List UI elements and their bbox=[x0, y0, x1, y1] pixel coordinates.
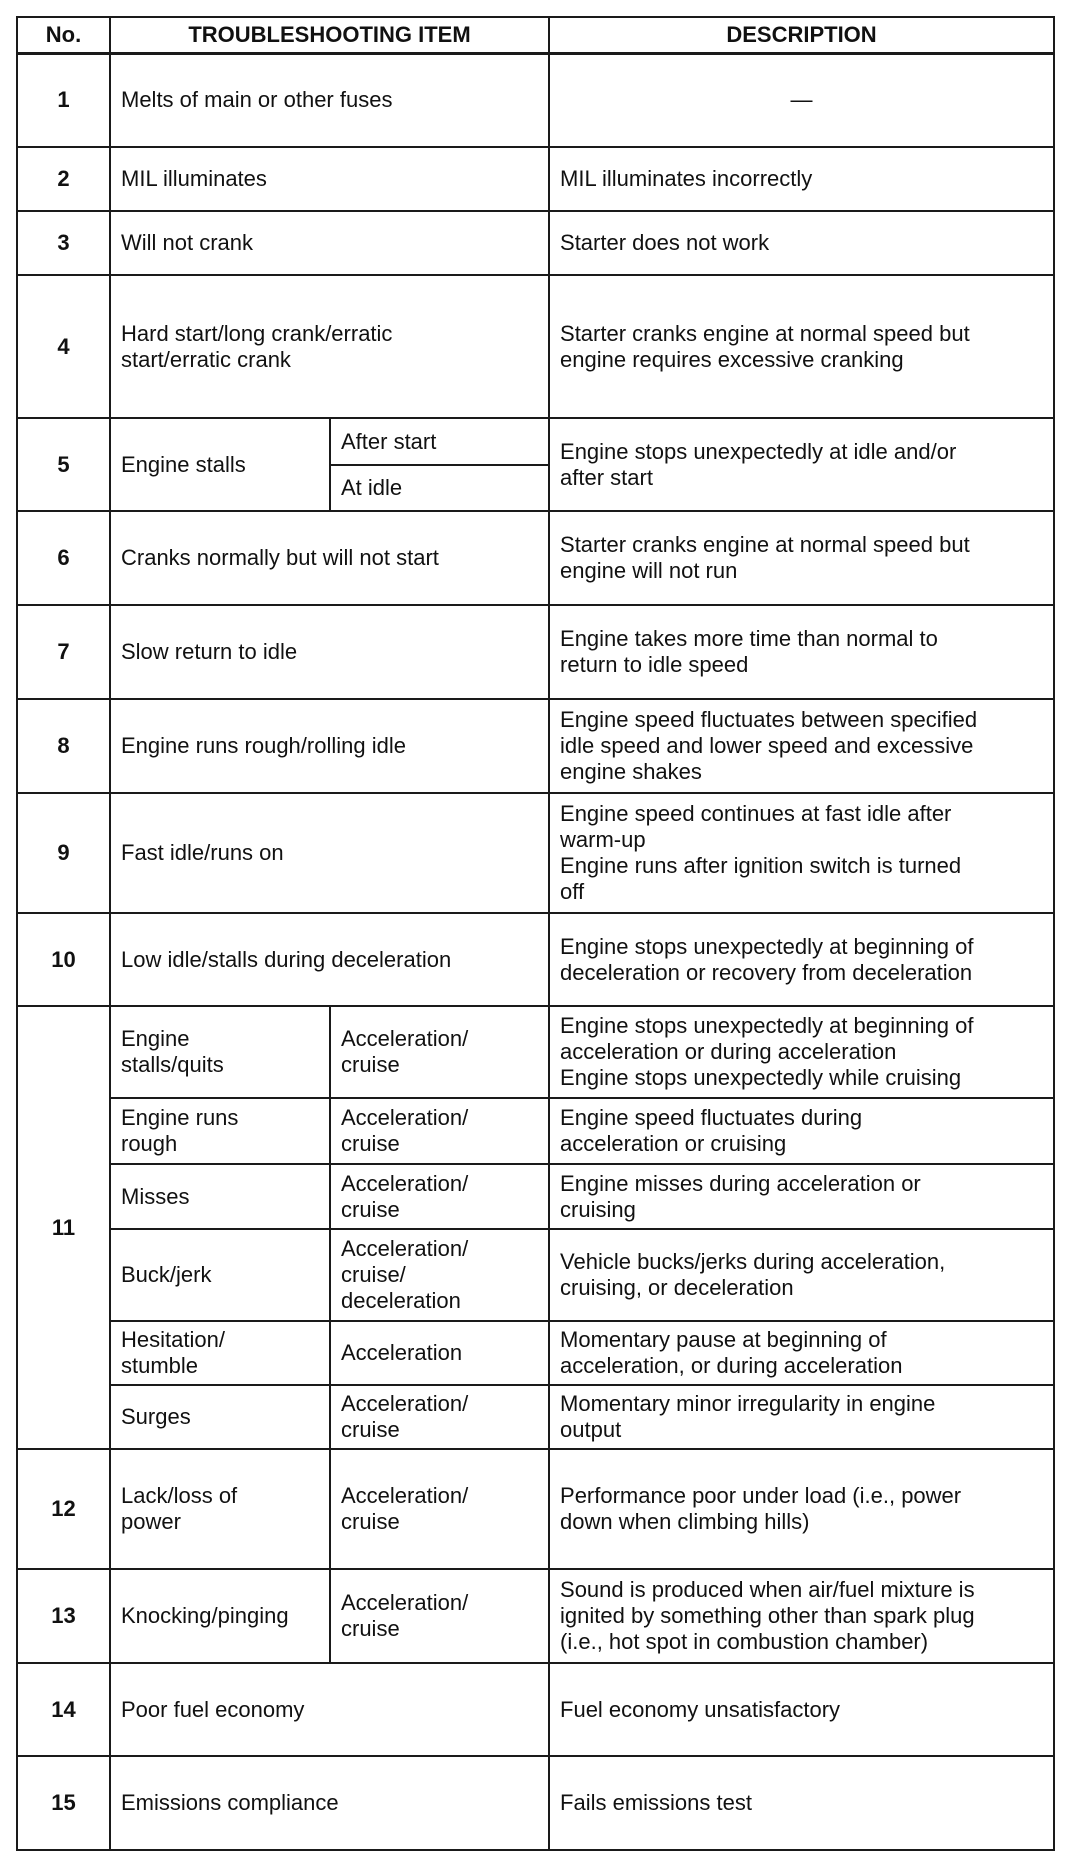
row-number: 1 bbox=[17, 53, 110, 147]
description: Fails emissions test bbox=[549, 1756, 1054, 1850]
header-description: DESCRIPTION bbox=[549, 17, 1054, 53]
troubleshooting-item: Engine runs rough bbox=[110, 1098, 330, 1164]
description: Sound is produced when air/fuel mixture is ignited by something other than spark plug (i.e., hot spot in combustion chamber) bbox=[549, 1569, 1054, 1663]
description: Momentary minor irregularity in engine output bbox=[549, 1385, 1054, 1449]
table-row bbox=[17, 1569, 1054, 1663]
table-row bbox=[17, 605, 1054, 699]
troubleshooting-item: Hesitation/ stumble bbox=[110, 1321, 330, 1385]
description: Engine stops unexpectedly at beginning of deceleration or recovery from deceleration bbox=[549, 913, 1054, 1006]
row-number: 3 bbox=[17, 211, 110, 275]
condition: Acceleration/ cruise/ deceleration bbox=[330, 1229, 549, 1321]
condition: Acceleration/ cruise bbox=[330, 1569, 549, 1663]
troubleshooting-item: Melts of main or other fuses bbox=[110, 53, 549, 147]
table-row bbox=[17, 1006, 1054, 1098]
row-number: 5 bbox=[17, 418, 110, 511]
troubleshooting-item: Misses bbox=[110, 1164, 330, 1229]
row-number: 15 bbox=[17, 1756, 110, 1850]
table-subrow bbox=[17, 1164, 1054, 1229]
condition: At idle bbox=[330, 465, 549, 511]
row-number: 4 bbox=[17, 275, 110, 418]
condition: Acceleration/ cruise bbox=[330, 1449, 549, 1569]
troubleshooting-item: MIL illuminates bbox=[110, 147, 549, 211]
row-number: 12 bbox=[17, 1449, 110, 1569]
description: Engine speed fluctuates between specified idle speed and lower speed and excessive engine shakes bbox=[549, 699, 1054, 793]
table-row bbox=[17, 211, 1054, 275]
table-row bbox=[17, 147, 1054, 211]
table-subrow bbox=[17, 1321, 1054, 1385]
description: — bbox=[549, 53, 1054, 147]
table-row bbox=[17, 275, 1054, 418]
row-number: 9 bbox=[17, 793, 110, 913]
header-row bbox=[17, 17, 1054, 53]
description: Engine misses during acceleration or cruising bbox=[549, 1164, 1054, 1229]
troubleshooting-item: Will not crank bbox=[110, 211, 549, 275]
description: Engine speed fluctuates during acceleration or cruising bbox=[549, 1098, 1054, 1164]
condition: Acceleration/ cruise bbox=[330, 1385, 549, 1449]
header-no: No. bbox=[17, 17, 110, 53]
table-row bbox=[17, 1663, 1054, 1756]
table-row bbox=[17, 1449, 1054, 1569]
table-subrow bbox=[17, 1229, 1054, 1321]
troubleshooting-item: Poor fuel economy bbox=[110, 1663, 549, 1756]
troubleshooting-item: Slow return to idle bbox=[110, 605, 549, 699]
row-number: 11 bbox=[17, 1006, 110, 1449]
troubleshooting-item: Cranks normally but will not start bbox=[110, 511, 549, 605]
troubleshooting-item: Emissions compliance bbox=[110, 1756, 549, 1850]
troubleshooting-item: Engine stalls bbox=[110, 418, 330, 511]
header-item: TROUBLESHOOTING ITEM bbox=[110, 17, 549, 53]
table-row bbox=[17, 1756, 1054, 1850]
row-number: 13 bbox=[17, 1569, 110, 1663]
description: Performance poor under load (i.e., power down when climbing hills) bbox=[549, 1449, 1054, 1569]
troubleshooting-item: Engine runs rough/rolling idle bbox=[110, 699, 549, 793]
description: Engine speed continues at fast idle after warm-up Engine runs after ignition switch is turned off bbox=[549, 793, 1054, 913]
description: Engine stops unexpectedly at idle and/or after start bbox=[549, 418, 1054, 511]
troubleshooting-item: Hard start/long crank/erratic start/erratic crank bbox=[110, 275, 549, 418]
description: Starter does not work bbox=[549, 211, 1054, 275]
row-number: 2 bbox=[17, 147, 110, 211]
troubleshooting-item: Knocking/pinging bbox=[110, 1569, 330, 1663]
description: Momentary pause at beginning of acceleration, or during acceleration bbox=[549, 1321, 1054, 1385]
row-number: 7 bbox=[17, 605, 110, 699]
table-subrow bbox=[17, 1385, 1054, 1449]
troubleshooting-item: Engine stalls/quits bbox=[110, 1006, 330, 1098]
table-row bbox=[17, 53, 1054, 147]
row-number: 8 bbox=[17, 699, 110, 793]
table-row bbox=[17, 511, 1054, 605]
troubleshooting-item: Buck/jerk bbox=[110, 1229, 330, 1321]
description: Engine stops unexpectedly at beginning of acceleration or during acceleration Engine stops unexpectedly while cruising bbox=[549, 1006, 1054, 1098]
description: Fuel economy unsatisfactory bbox=[549, 1663, 1054, 1756]
table-row bbox=[17, 793, 1054, 913]
description: Starter cranks engine at normal speed but engine requires excessive cranking bbox=[549, 275, 1054, 418]
troubleshooting-item: Low idle/stalls during deceleration bbox=[110, 913, 549, 1006]
condition: Acceleration/ cruise bbox=[330, 1098, 549, 1164]
row-number: 6 bbox=[17, 511, 110, 605]
troubleshooting-item: Lack/loss of power bbox=[110, 1449, 330, 1569]
table-row bbox=[17, 699, 1054, 793]
description: Vehicle bucks/jerks during acceleration, cruising, or deceleration bbox=[549, 1229, 1054, 1321]
table-row bbox=[17, 913, 1054, 1006]
description: Starter cranks engine at normal speed but engine will not run bbox=[549, 511, 1054, 605]
troubleshooting-table bbox=[16, 16, 1055, 1851]
description: Engine takes more time than normal to return to idle speed bbox=[549, 605, 1054, 699]
table-subrow bbox=[17, 1098, 1054, 1164]
table-row bbox=[17, 418, 1054, 465]
condition: Acceleration/ cruise bbox=[330, 1006, 549, 1098]
row-number: 10 bbox=[17, 913, 110, 1006]
condition: Acceleration bbox=[330, 1321, 549, 1385]
row-number: 14 bbox=[17, 1663, 110, 1756]
troubleshooting-item: Fast idle/runs on bbox=[110, 793, 549, 913]
troubleshooting-item: Surges bbox=[110, 1385, 330, 1449]
condition: After start bbox=[330, 418, 549, 465]
description: MIL illuminates incorrectly bbox=[549, 147, 1054, 211]
condition: Acceleration/ cruise bbox=[330, 1164, 549, 1229]
